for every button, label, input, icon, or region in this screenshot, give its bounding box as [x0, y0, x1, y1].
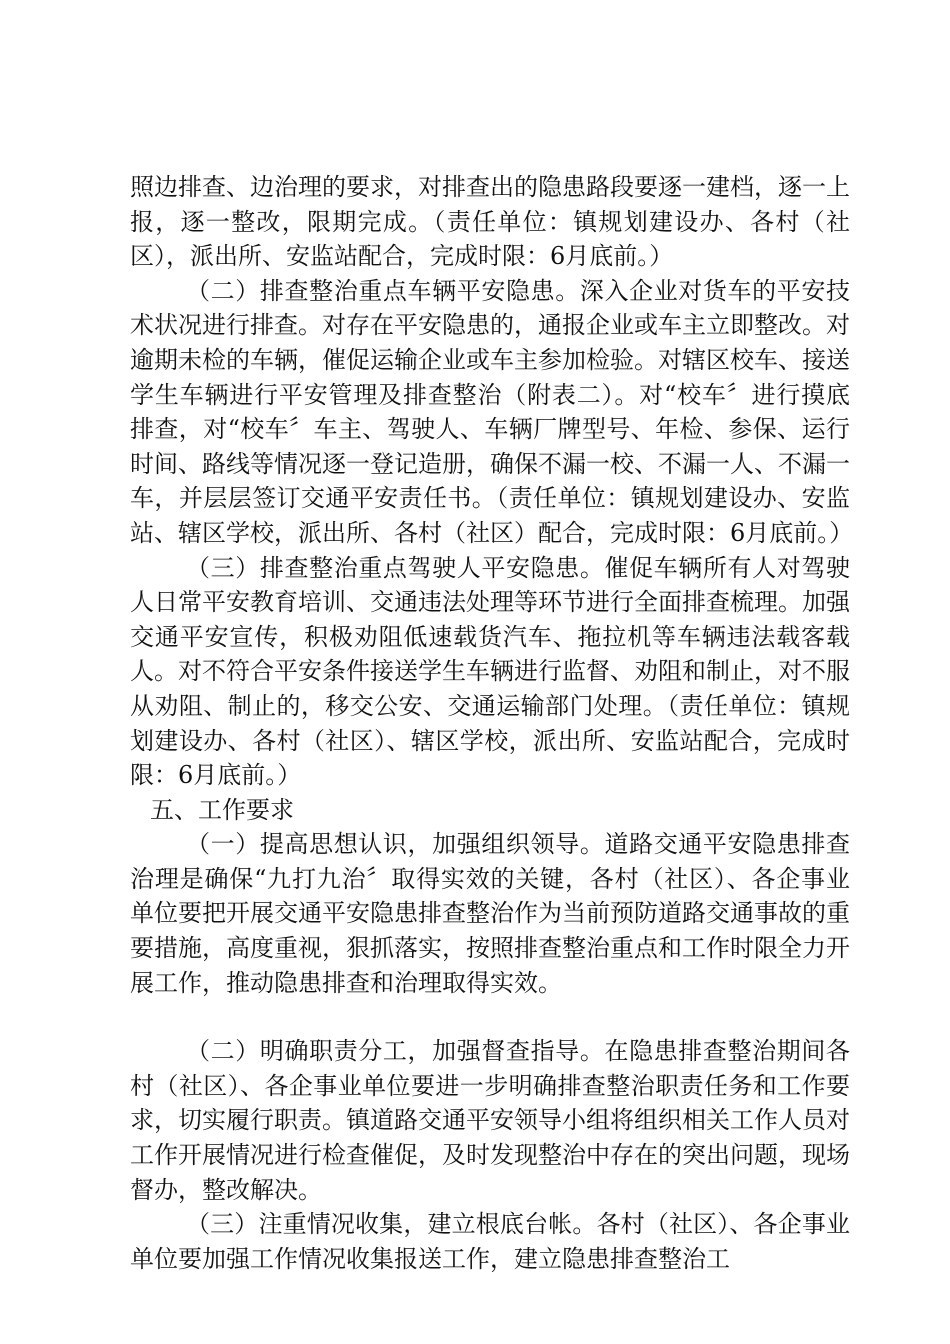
section-heading-work-requirements: 五、工作要求: [150, 795, 294, 824]
paragraph-vehicle-hazards: （二）排查整治重点车辆平安隐患。深入企业对货车的平安技术状况进行排查。对存在平安隐患的，通报企业或车主立即整改。对逾期未检的车辆，催促运输企业或车主参加检验。对辖区校车、接送学生车辆进行平安管理及排查整治（附表二）。对“校车〞进行摸底排查，对“校车〞车主、驾驶人、车辆厂牌型号、年检、参保、运行时间、路线等情况逐一登记造册，确保不漏一校、不漏一人、不漏一车，并层层签订交通平安责任书。（责任单位：镇规划建设办、安监站、辖区学校，派出所、各村（社区）配合，完成时限：6月底前。）: [130, 276, 854, 547]
document-body: [130, 170, 854, 1276]
paragraph-driver-hazards: （三）排查整治重点驾驶人平安隐患。催促车辆所有人对驾驶人日常平安教育培训、交通违法处理等环节进行全面排查梳理。加强交通平安宣传，积极劝阻低速载货汽车、拖拉机等车辆违法载客载人。对不符合平安条件接送学生车辆进行监督、劝阻和制止，对不服从劝阻、制止的，移交公安、交通运输部门处理。（责任单位：镇规划建设办、各村（社区）、辖区学校，派出所、安监站配合，完成时限：6月底前。）: [130, 553, 850, 790]
paragraph-responsibilities: （二）明确职责分工，加强督查指导。在隐患排查整治期间各村（社区）、各企事业单位要进一步明确排查整治职责任务和工作要求，切实履行职责。镇道路交通平安领导小组将组织相关工作人员对工作开展情况进行检查催促，及时发现整治中存在的突出问题，现场督办，整改解决。: [130, 1037, 850, 1204]
paragraph-records: （三）注重情况收集，建立根底台帐。各村（社区）、各企事业单位要加强工作情况收集报送工作，建立隐患排查整治工: [130, 1210, 850, 1273]
paragraph-continuation: 照边排查、边治理的要求，对排查出的隐患路段要逐一建档，逐一上报，逐一整改，限期完成。（责任单位：镇规划建设办、各村（社区），派出所、安监站配合，完成时限：6月底前。）: [130, 173, 850, 271]
paragraph-leadership: （一）提高思想认识，加强组织领导。道路交通平安隐患排查治理是确保“九打九治〞取得实效的关键，各村（社区）、各企事业单位要把开展交通平安隐患排查整治作为当前预防道路交通事故的重要措施，高度重视，狠抓落实，按照排查整治重点和工作时限全力开展工作，推动隐患排查和治理取得实效。: [130, 830, 850, 997]
